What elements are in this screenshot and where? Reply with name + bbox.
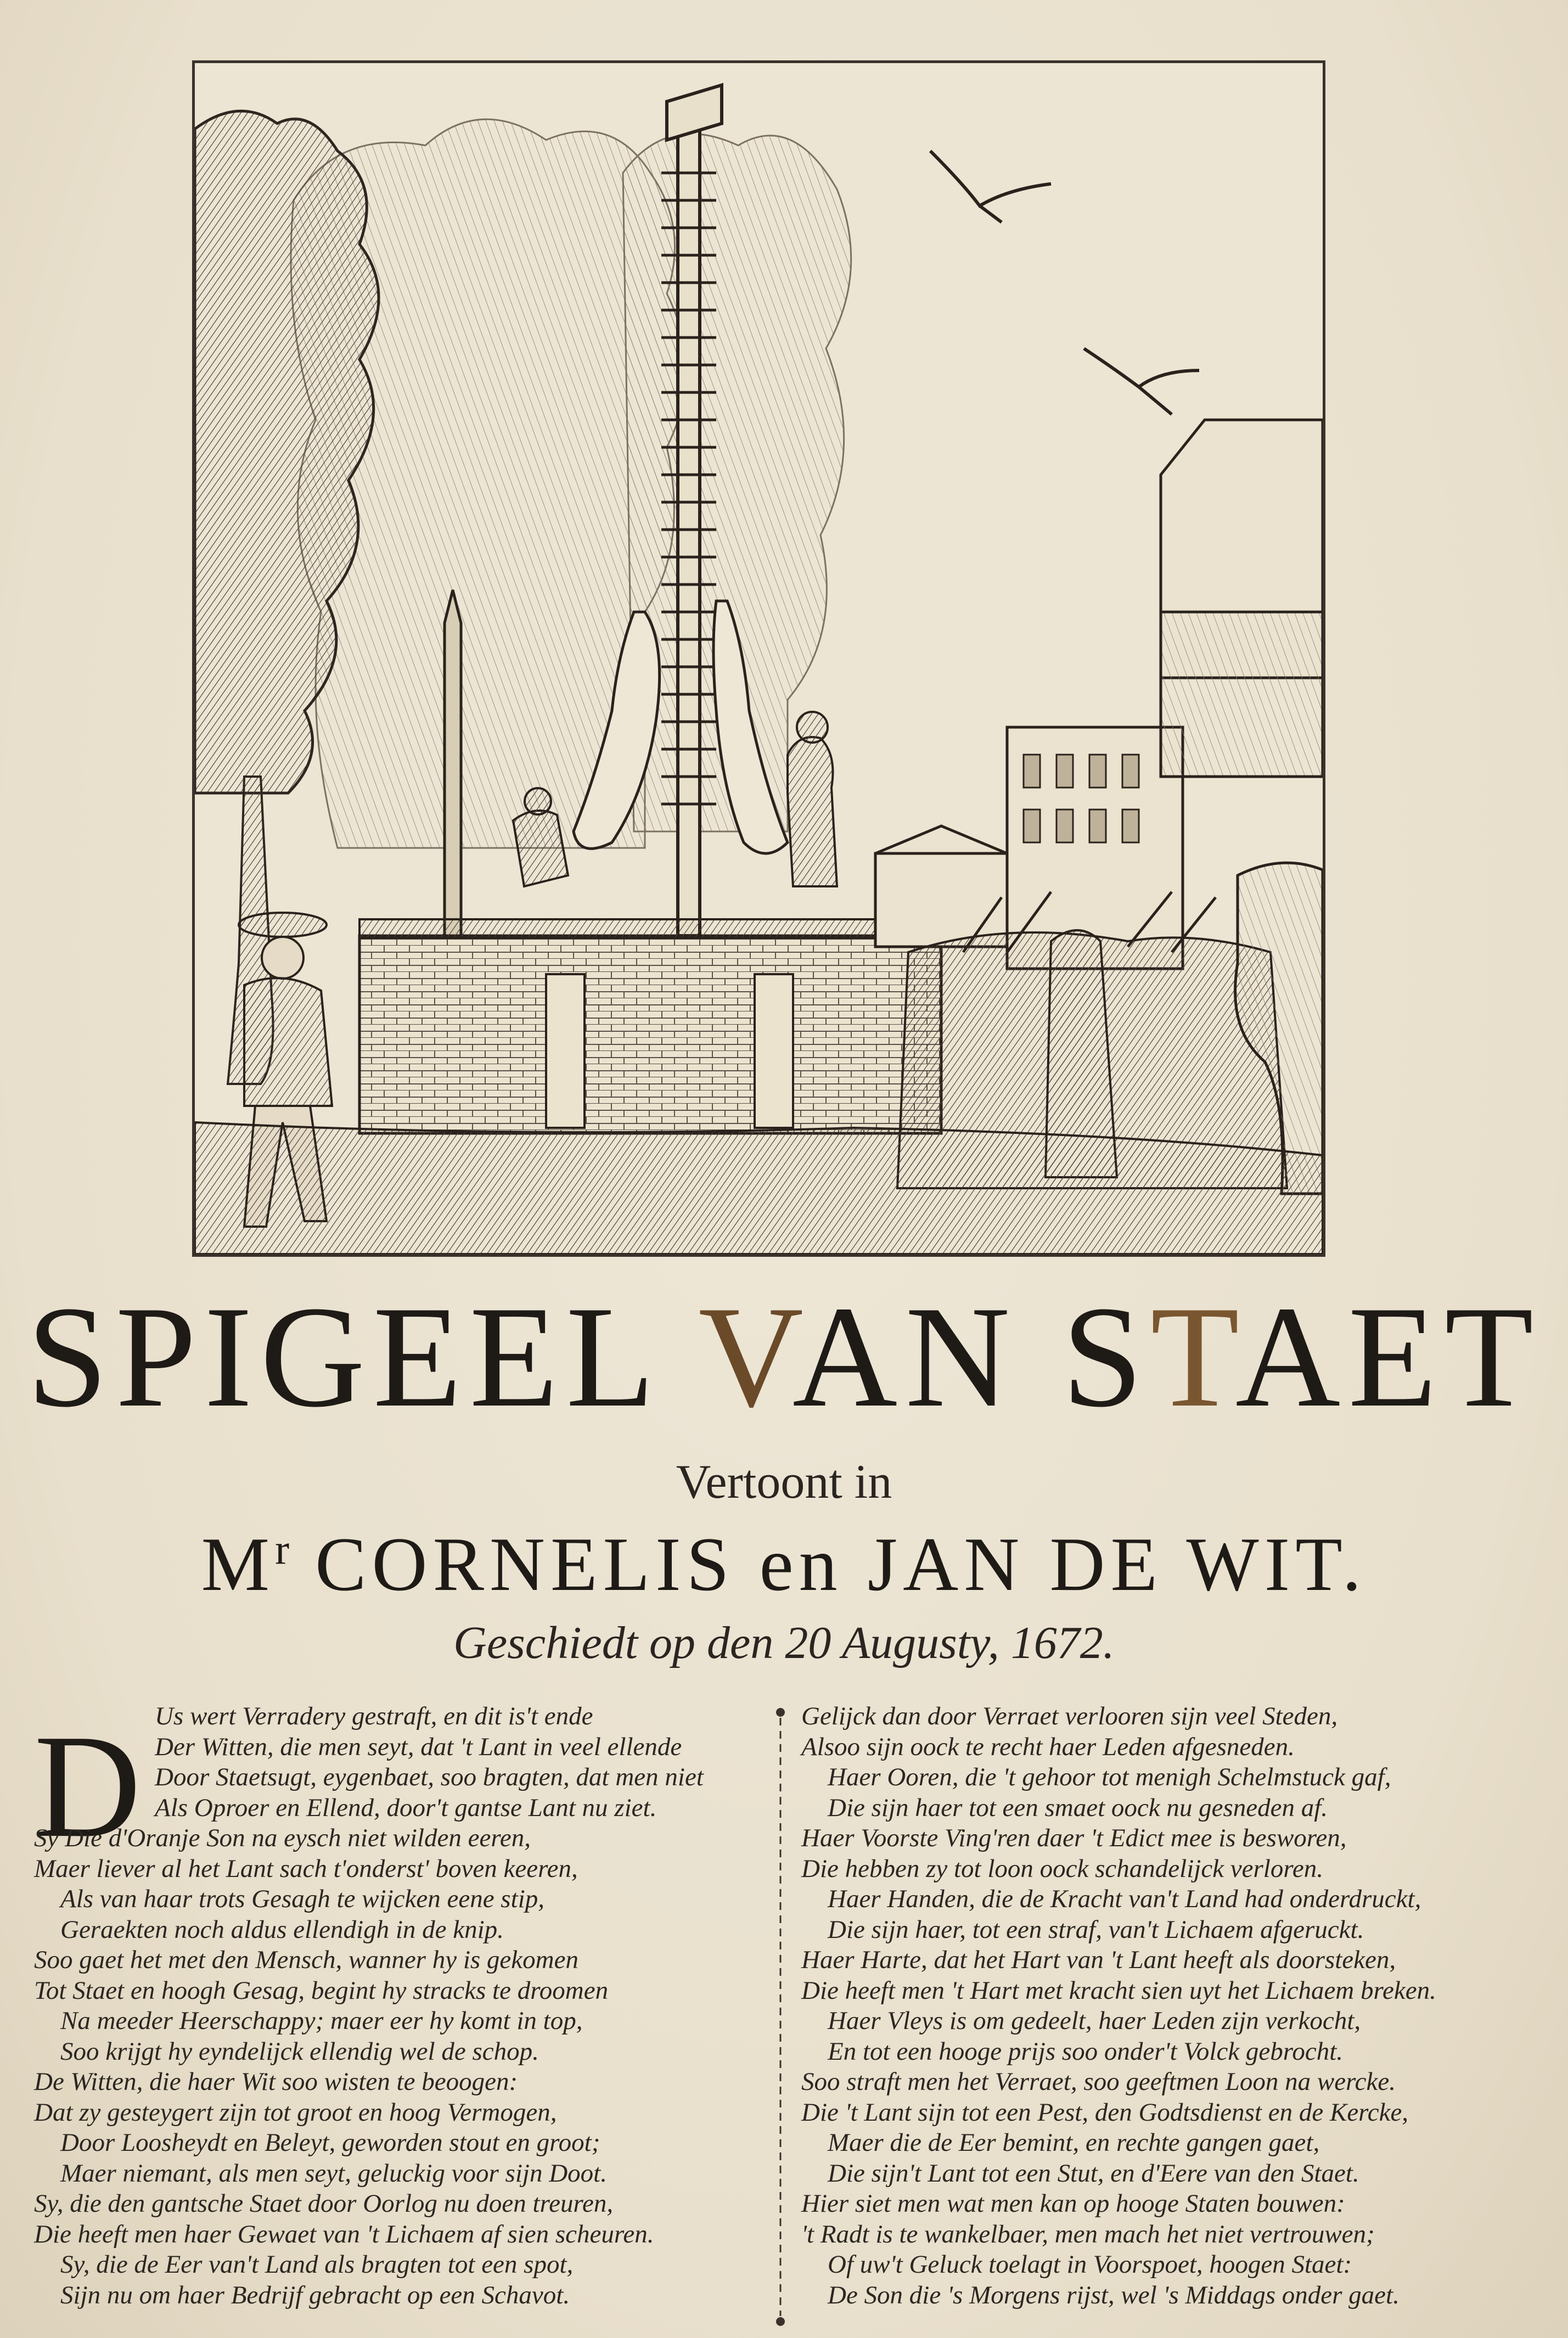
date-line: Geschiedt op den 20 Augusty, 1672. xyxy=(453,1617,1115,1668)
title-letter-v: V xyxy=(698,1277,793,1437)
ornamental-column-divider xyxy=(769,1701,791,2333)
poem-line: Haer Ooren, die 't gehoor tot menigh Schelmstuck gaf, xyxy=(828,1763,1391,1791)
title-part-aet: AET xyxy=(1235,1277,1542,1437)
poem-right-column xyxy=(801,1701,1537,2311)
poem-line: Sy Die d'Oranje Son na eysch niet wilden eeren, xyxy=(34,1824,531,1852)
poem-line: Die sijn haer tot een smaet oock nu gesneden af. xyxy=(828,1793,1328,1822)
poem-line: Maer liever al het Lant sach t'onderst' boven keeren, xyxy=(34,1854,578,1883)
poem-line: Na meeder Heerschappy; maer eer hy komt in top, xyxy=(60,2007,583,2035)
poem-line: Haer Vleys is om gedeelt, haer Leden zijn verkocht, xyxy=(828,2007,1361,2035)
poem-line: Of uw't Geluck toelagt in Voorspoet, hoogen Staet: xyxy=(828,2250,1352,2279)
main-title xyxy=(0,1277,1568,1437)
poem-line: Der Witten, die men seyt, dat 't Lant in veel ellende xyxy=(155,1732,682,1761)
poem-line: 't Radt is te wankelbaer, men mach het niet vertrouwen; xyxy=(801,2219,1375,2249)
poem-line: Hier siet men wat men kan op hooge Staten bouwen: xyxy=(801,2189,1345,2218)
poem-line: De Witten, die haer Wit soo wisten te beoogen: xyxy=(34,2067,518,2096)
poem-line: Die heeft men haer Gewaet van 't Lichaem af sien scheuren. xyxy=(34,2219,654,2249)
poem-line: Haer Harte, dat het Hart van 't Lant heeft als doorsteken, xyxy=(801,1946,1396,1974)
engraving-illustration xyxy=(192,60,1325,1257)
poem-line: Alsoo sijn oock te recht haer Leden afgesneden. xyxy=(801,1732,1295,1761)
title-part-an-s: AN S xyxy=(792,1277,1151,1437)
poem-line: Maer niemant, als men seyt, geluckig voor sijn Doot. xyxy=(60,2159,607,2188)
poem-line: Soo krijgt hy eyndelijck ellendig wel de schop. xyxy=(60,2037,539,2066)
poem-line: Door Loosheydt en Beleyt, geworden stout en groot; xyxy=(60,2128,600,2157)
poem-line: Die sijn't Lant tot een Stut, en d'Eere van den Staet. xyxy=(828,2159,1359,2188)
poem-line: Die sijn haer, tot een straf, van't Lichaem afgeruckt. xyxy=(828,1915,1364,1944)
poem-left-column xyxy=(34,1701,769,2311)
poem-line: Die 't Lant sijn tot een Pest, den Godtsdienst en de Kercke, xyxy=(801,2098,1409,2127)
poem-line: Us wert Verradery gestraft, en dit is't ende xyxy=(155,1702,593,1730)
poem-line: Tot Staet en hoogh Gesag, begint hy stracks te droomen xyxy=(34,1976,609,2005)
names-heading xyxy=(0,1520,1568,1609)
execution-scene-image xyxy=(195,63,1323,1254)
poem-line: Geraekten noch aldus ellendigh in de knip. xyxy=(60,1915,504,1944)
poem-line: Dat zy gesteygert zijn tot groot en hoog Vermogen, xyxy=(34,2098,557,2127)
title-letter-t: T xyxy=(1150,1277,1235,1437)
poem-line: Als van haar trots Gesagh te wijcken eene stip, xyxy=(60,1885,544,1913)
poem-line: Sy, die den gantsche Staet door Oorlog nu doen treuren, xyxy=(34,2189,614,2218)
names-text: CORNELIS en JAN DE WIT. xyxy=(290,1522,1367,1607)
poem-line: Door Staetsugt, eygenbaet, soo bragten, dat men niet xyxy=(155,1763,704,1791)
subtitle: Vertoont in xyxy=(676,1455,892,1509)
poem-line: Sy, die de Eer van't Land als bragten tot een spot, xyxy=(60,2250,574,2279)
poem-line: Maer die de Eer bemint, en rechte gangen gaet, xyxy=(828,2128,1320,2157)
poem-line: Soo gaet het met den Mensch, wanner hy is gekomen xyxy=(34,1946,578,1974)
poem-line: Haer Voorste Ving'ren daer 't Edict mee is besworen, xyxy=(801,1824,1347,1852)
poem-line: Als Oproer en Ellend, door't gantse Lant nu ziet. xyxy=(155,1793,657,1822)
poem-line: Die hebben zy tot loon oock schandelijck verloren. xyxy=(801,1854,1324,1883)
poem-line: En tot een hooge prijs soo onder't Volck gebrocht. xyxy=(828,2037,1344,2066)
poem-line: Haer Handen, die de Kracht van't Land had onderdruckt, xyxy=(828,1885,1421,1913)
poem-line: Die heeft men 't Hart met kracht sien uyt het Lichaem breken. xyxy=(801,1976,1436,2005)
names-superscript: r xyxy=(275,1525,291,1573)
drop-cap: D xyxy=(34,1704,141,1868)
poem-line: Sijn nu om haer Bedrijf gebracht op een Schavot. xyxy=(60,2280,570,2309)
title-part-spigeel: SPIGEEL xyxy=(26,1277,657,1437)
names-prefix: M xyxy=(201,1522,276,1607)
poem-line: De Son die 's Morgens rijst, wel 's Middags onder gaet. xyxy=(828,2280,1400,2309)
poem-line: Soo straft men het Verraet, soo geeftmen Loon na wercke. xyxy=(801,2067,1396,2096)
poem-line: Gelijck dan door Verraet verlooren sijn veel Steden, xyxy=(801,1702,1338,1730)
